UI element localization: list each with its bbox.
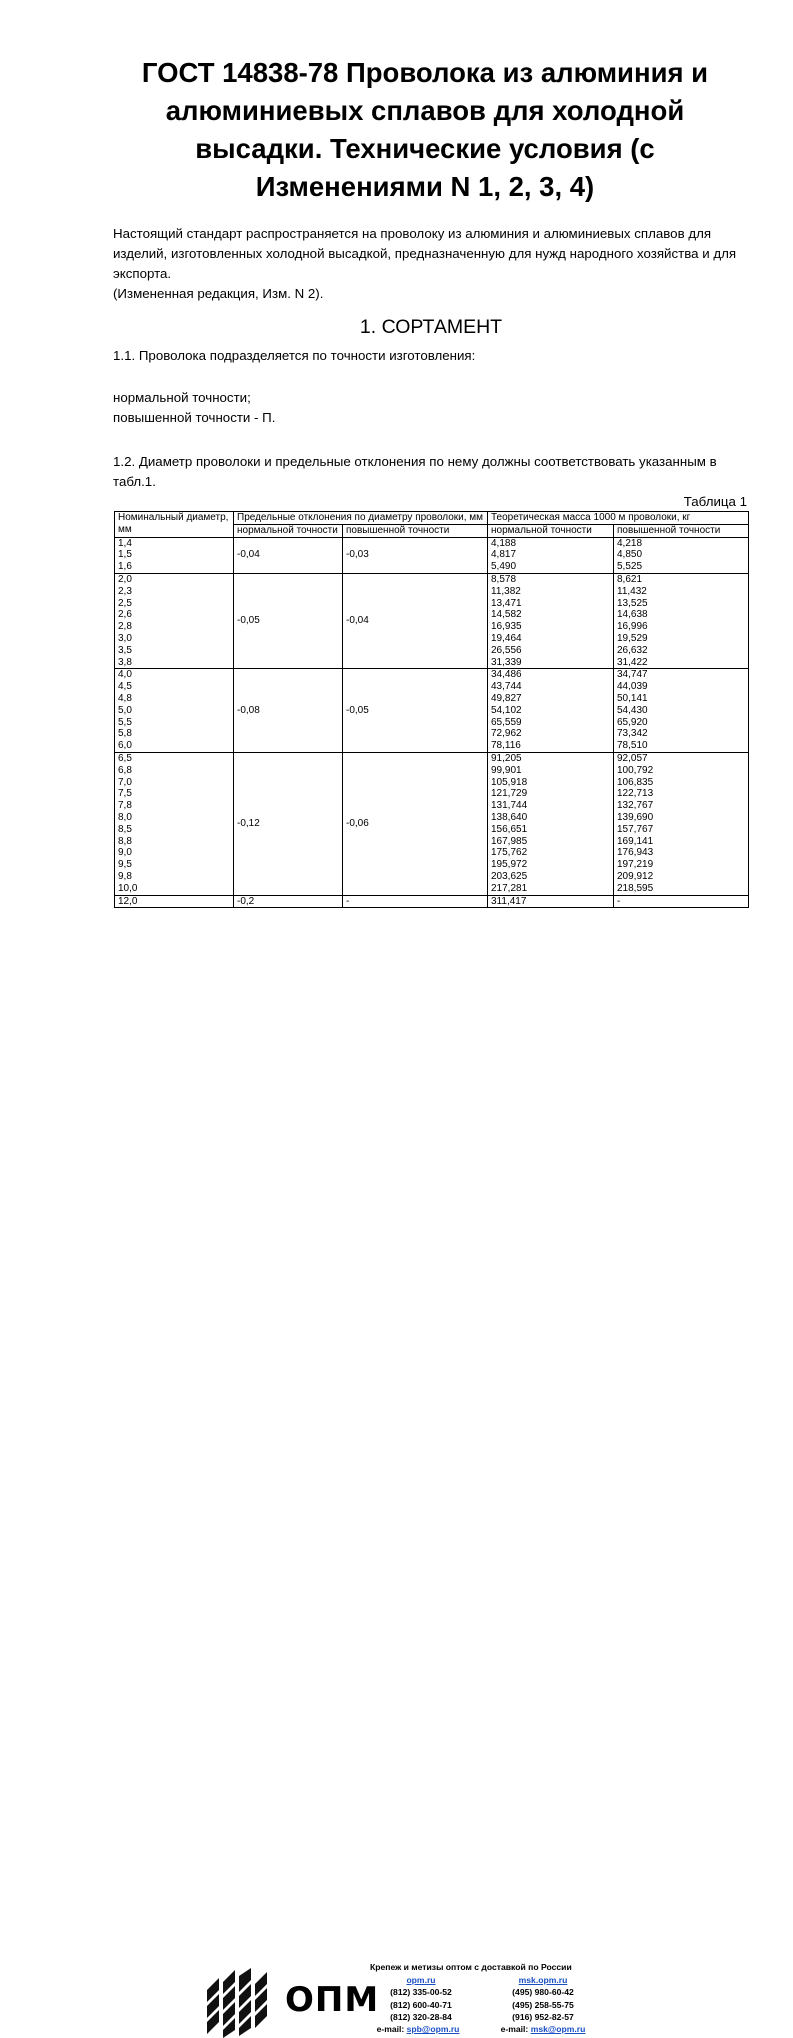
footer-right-contacts bbox=[495, 1974, 591, 2035]
email-link-msk[interactable]: msk@opm.ru bbox=[530, 2024, 586, 2035]
cell-mass-high-value: 5,525 bbox=[617, 561, 643, 573]
cell-mass-normal-value: 11,382 bbox=[491, 585, 521, 597]
cell-mass-high-value: 54,430 bbox=[617, 704, 648, 716]
header-mass: Теоретическая масса 1000 м проволоки, кг bbox=[488, 512, 749, 525]
header-nominal: Номинальный диаметр, мм bbox=[115, 512, 234, 538]
intro-edit-note: (Измененная редакция, Изм. N 2). bbox=[113, 286, 324, 301]
cell-diameter-value: 6,0 bbox=[118, 740, 132, 752]
cell-diameter-value: 1,6 bbox=[118, 561, 132, 573]
cell-mass-high-value: 14,638 bbox=[617, 609, 648, 621]
cell-mass-normal-value: 311,417 bbox=[491, 895, 527, 907]
cell-mass-normal-value: 167,985 bbox=[491, 835, 528, 847]
cell-dev-high: -0,06 bbox=[343, 752, 488, 895]
document-title: ГОСТ 14838-78 Проволока из алюминия и алюминиевых сплавов для холодной высадки. Технические условия (с Изменениями N 1, 2, 3, 4) bbox=[141, 57, 709, 202]
phone-spb-1: (812) 335-00-52 bbox=[390, 1987, 452, 1998]
cell-mass-high bbox=[614, 669, 749, 753]
cell-diameter-value: 7,8 bbox=[118, 800, 132, 812]
cell-diameter-value: 12,0 bbox=[118, 895, 138, 907]
cell-mass-normal-value: 99,901 bbox=[491, 764, 522, 776]
cell-mass-normal-value: 156,651 bbox=[491, 823, 528, 835]
cell-mass-high-value: 218,595 bbox=[617, 882, 654, 894]
phone-msk-1: (495) 980-60-42 bbox=[512, 1987, 574, 1998]
cell-mass-high-value: 31,422 bbox=[617, 656, 648, 668]
cell-diameter-value: 5,8 bbox=[118, 728, 132, 740]
cell-mass-normal-value: 175,762 bbox=[491, 847, 528, 859]
header-deviation: Предельные отклонения по диаметру проволоки, мм bbox=[234, 512, 488, 525]
site-link-spb[interactable]: opm.ru bbox=[406, 1975, 436, 1985]
cell-mass-high-value: 122,713 bbox=[617, 788, 654, 800]
cell-mass-high-value: 78,510 bbox=[617, 740, 648, 752]
cell-mass-normal-value: 8,578 bbox=[491, 573, 517, 585]
cell-mass-high-value: 169,141 bbox=[617, 835, 654, 847]
option-high: повышенной точности - П. bbox=[113, 410, 276, 425]
cell-mass-normal-value: 4,817 bbox=[491, 549, 517, 561]
cell-diameter-value: 7,0 bbox=[118, 776, 132, 788]
intro-block bbox=[113, 224, 753, 304]
cell-diameter-value: 2,5 bbox=[118, 597, 132, 609]
section-heading: 1. СОРТАМЕНТ bbox=[359, 316, 503, 338]
cell-mass-normal-value: 49,827 bbox=[491, 692, 522, 704]
cell-mass-high bbox=[614, 895, 749, 908]
cell-diameter-value: 2,8 bbox=[118, 621, 132, 633]
cell-diameter-value: 6,5 bbox=[118, 752, 132, 764]
cell-dev-high: -0,03 bbox=[343, 537, 488, 573]
cell-mass-normal-value: 78,116 bbox=[491, 740, 521, 752]
cell-diameter bbox=[115, 752, 234, 895]
cell-mass-normal-value: 34,486 bbox=[491, 669, 522, 681]
cell-mass-high-value: 34,747 bbox=[617, 669, 648, 681]
table-caption: Таблица 1 bbox=[683, 494, 747, 509]
cell-mass-high-value: 92,057 bbox=[617, 752, 648, 764]
footer-left-contacts bbox=[374, 1974, 468, 2035]
cell-diameter bbox=[115, 669, 234, 753]
cell-dev-normal: -0,05 bbox=[234, 573, 343, 668]
cell-mass-high-value: 13,525 bbox=[617, 597, 648, 609]
cell-mass-normal-value: 65,559 bbox=[491, 716, 522, 728]
cell-dev-high: -0,05 bbox=[343, 669, 488, 753]
cell-diameter-value: 10,0 bbox=[118, 882, 138, 894]
cell-dev-high: -0,04 bbox=[343, 573, 488, 668]
opm-logo-icon bbox=[205, 1968, 271, 2038]
cell-mass-normal-value: 105,918 bbox=[491, 776, 528, 788]
cell-mass-high-value: - bbox=[617, 895, 621, 907]
cell-mass-normal-value: 121,729 bbox=[491, 788, 528, 800]
cell-mass-normal-value: 203,625 bbox=[491, 870, 528, 882]
cell-mass-normal-value: 91,205 bbox=[491, 752, 522, 764]
cell-mass-normal-value: 217,281 bbox=[491, 882, 528, 894]
email-link-spb[interactable]: spb@opm.ru bbox=[406, 2024, 460, 2035]
cell-diameter-value: 9,8 bbox=[118, 870, 132, 882]
cell-diameter-value: 9,0 bbox=[118, 847, 132, 859]
cell-mass-high-value: 44,039 bbox=[617, 681, 648, 693]
cell-mass-high-value: 8,621 bbox=[617, 573, 643, 585]
footer-headline: Крепеж и метизы оптом с доставкой по России bbox=[370, 1962, 572, 1972]
cell-mass-high-value: 65,920 bbox=[617, 716, 648, 728]
cell-mass-normal-value: 4,188 bbox=[491, 537, 517, 549]
table-row bbox=[115, 669, 749, 753]
cell-mass-high-value: 4,218 bbox=[617, 537, 643, 549]
cell-diameter-value: 2,0 bbox=[118, 573, 132, 585]
cell-mass-normal-value: 5,490 bbox=[491, 561, 517, 573]
paragraph-1-2: 1.2. Диаметр проволоки и предельные отклонения по нему должны соответствовать указанным в табл.1. bbox=[113, 454, 717, 489]
table-row bbox=[115, 537, 749, 573]
cell-mass-normal-value: 72,962 bbox=[491, 728, 522, 740]
cell-mass-normal-value: 19,464 bbox=[491, 632, 522, 644]
table-row bbox=[115, 752, 749, 895]
subheader-dev-high: повышенной точности bbox=[343, 524, 488, 537]
email-label-msk: e-mail: bbox=[500, 2024, 529, 2035]
email-label-spb: e-mail: bbox=[376, 2024, 405, 2035]
cell-mass-normal-value: 14,582 bbox=[491, 609, 522, 621]
cell-mass-high-value: 16,996 bbox=[617, 621, 648, 633]
table-1 bbox=[114, 511, 749, 908]
cell-mass-high bbox=[614, 573, 749, 668]
cell-mass-high-value: 132,767 bbox=[617, 800, 654, 812]
intro-paragraph: Настоящий стандарт распространяется на проволоку из алюминия и алюминиевых сплавов для изделий, изготовленных холодной высадкой, предназначенную для нужд народного хозяйства и для экспорта. bbox=[113, 226, 737, 281]
cell-diameter-value: 8,8 bbox=[118, 835, 132, 847]
cell-mass-normal-value: 195,972 bbox=[491, 859, 528, 871]
cell-diameter-value: 3,5 bbox=[118, 644, 132, 656]
cell-diameter-value: 4,0 bbox=[118, 669, 132, 681]
cell-dev-normal: -0,12 bbox=[234, 752, 343, 895]
cell-mass-high-value: 176,943 bbox=[617, 847, 654, 859]
cell-diameter-value: 8,0 bbox=[118, 811, 132, 823]
cell-mass-normal bbox=[488, 669, 614, 753]
cell-dev-normal: -0,08 bbox=[234, 669, 343, 753]
cell-diameter-value: 4,5 bbox=[118, 681, 132, 693]
cell-mass-normal bbox=[488, 537, 614, 573]
cell-mass-normal-value: 43,744 bbox=[491, 681, 522, 693]
cell-mass-high-value: 19,529 bbox=[617, 632, 648, 644]
site-link-msk[interactable]: msk.opm.ru bbox=[518, 1975, 568, 1985]
cell-diameter-value: 4,8 bbox=[118, 692, 132, 704]
cell-mass-normal-value: 138,640 bbox=[491, 811, 528, 823]
cell-diameter-value: 3,8 bbox=[118, 656, 132, 668]
table-header-row bbox=[115, 512, 749, 525]
cell-dev-normal: -0,04 bbox=[234, 537, 343, 573]
cell-mass-normal bbox=[488, 752, 614, 895]
cell-diameter bbox=[115, 537, 234, 573]
cell-mass-high-value: 11,432 bbox=[617, 585, 647, 597]
cell-diameter-value: 2,3 bbox=[118, 585, 132, 597]
phone-spb-2: (812) 600-40-71 bbox=[390, 1999, 452, 2010]
footer bbox=[0, 980, 793, 2035]
cell-mass-high-value: 73,342 bbox=[617, 728, 648, 740]
cell-mass-normal bbox=[488, 895, 614, 908]
cell-mass-normal-value: 31,339 bbox=[491, 656, 522, 668]
cell-dev-normal: -0,2 bbox=[234, 895, 343, 908]
cell-diameter-value: 1,4 bbox=[118, 537, 132, 549]
table-row bbox=[115, 573, 749, 668]
cell-mass-normal-value: 13,471 bbox=[491, 597, 522, 609]
cell-mass-high-value: 4,850 bbox=[617, 549, 643, 561]
option-normal: нормальной точности; bbox=[113, 390, 251, 405]
cell-diameter bbox=[115, 573, 234, 668]
cell-mass-high-value: 139,690 bbox=[617, 811, 654, 823]
cell-diameter-value: 9,5 bbox=[118, 859, 132, 871]
phone-msk-2: (495) 258-55-75 bbox=[512, 1999, 574, 2010]
logo-text: ОПМ bbox=[285, 1980, 380, 2020]
cell-diameter-value: 5,5 bbox=[118, 716, 132, 728]
cell-mass-high-value: 106,835 bbox=[617, 776, 654, 788]
cell-diameter bbox=[115, 895, 234, 908]
cell-mass-high-value: 157,767 bbox=[617, 823, 654, 835]
phone-spb-3: (812) 320-28-84 bbox=[390, 2011, 452, 2022]
cell-mass-high-value: 197,219 bbox=[617, 859, 654, 871]
cell-mass-high-value: 26,632 bbox=[617, 644, 648, 656]
cell-diameter-value: 8,5 bbox=[118, 823, 132, 835]
subheader-dev-normal: нормальной точности bbox=[234, 524, 343, 537]
cell-diameter-value: 7,5 bbox=[118, 788, 132, 800]
cell-mass-normal-value: 26,556 bbox=[491, 644, 522, 656]
subheader-mass-normal: нормальной точности bbox=[488, 524, 614, 537]
cell-mass-high-value: 209,912 bbox=[617, 870, 654, 882]
cell-mass-high-value: 50,141 bbox=[617, 692, 648, 704]
cell-mass-normal bbox=[488, 573, 614, 668]
cell-mass-high-value: 100,792 bbox=[617, 764, 654, 776]
cell-mass-high bbox=[614, 537, 749, 573]
phone-msk-3: (916) 952-82-57 bbox=[512, 2011, 574, 2022]
cell-diameter-value: 6,8 bbox=[118, 764, 132, 776]
cell-mass-normal-value: 131,744 bbox=[491, 800, 528, 812]
cell-mass-high bbox=[614, 752, 749, 895]
paragraph-1-1: 1.1. Проволока подразделяется по точности изготовления: bbox=[113, 348, 476, 363]
cell-diameter-value: 2,6 bbox=[118, 609, 132, 621]
cell-dev-high: - bbox=[343, 895, 488, 908]
cell-mass-normal-value: 54,102 bbox=[491, 704, 522, 716]
subheader-mass-high: повышенной точности bbox=[614, 524, 749, 537]
cell-diameter-value: 5,0 bbox=[118, 704, 132, 716]
table-row bbox=[115, 895, 749, 908]
cell-diameter-value: 3,0 bbox=[118, 632, 132, 644]
cell-mass-normal-value: 16,935 bbox=[491, 621, 522, 633]
cell-diameter-value: 1,5 bbox=[118, 549, 132, 561]
